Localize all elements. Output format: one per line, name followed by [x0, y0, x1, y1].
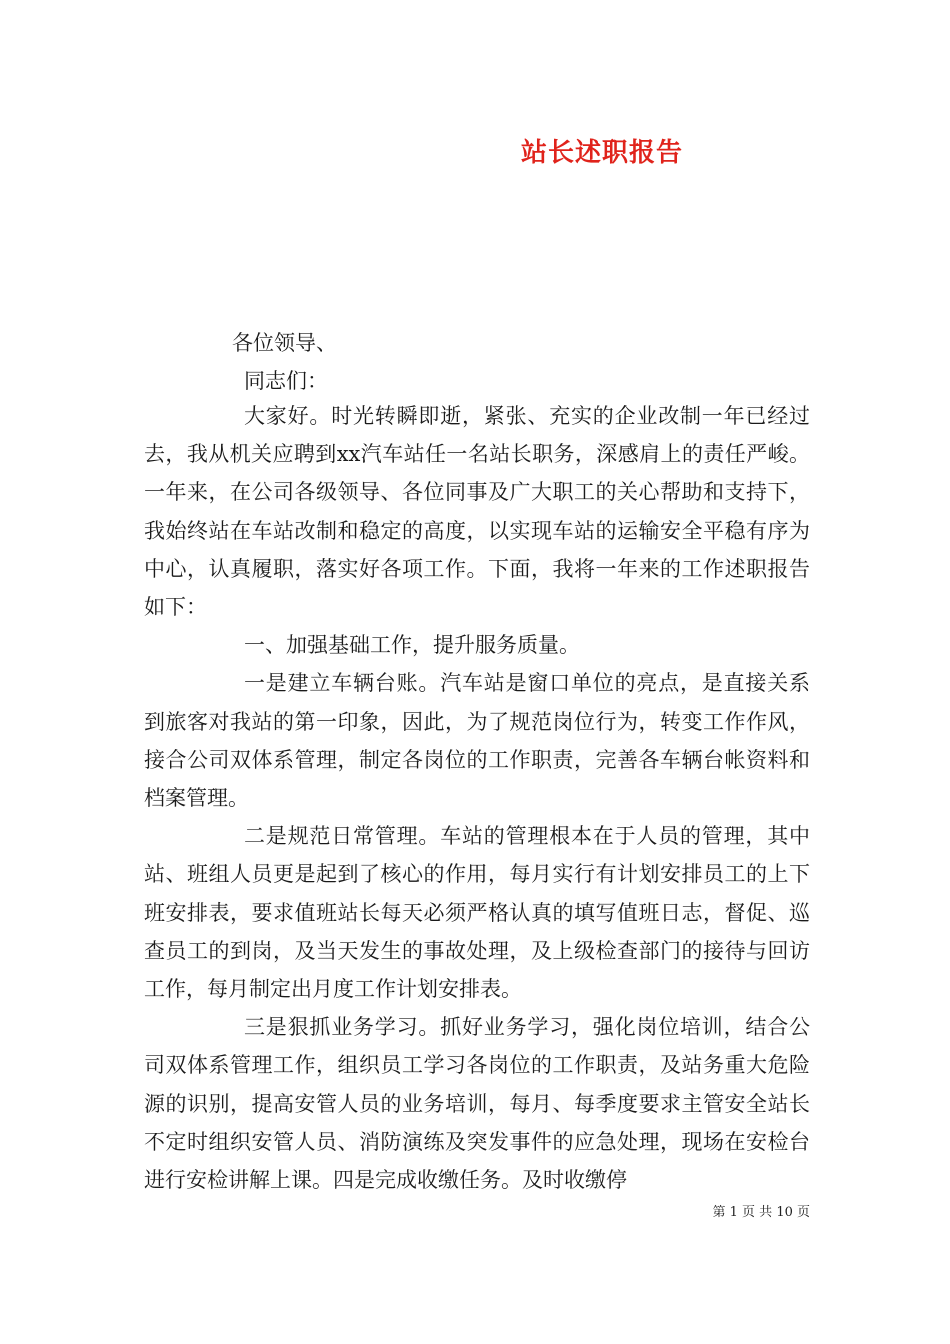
page-footer: 第 1 页 共 10 页: [712, 1205, 810, 1220]
paragraph-daily-management: 二是规范日常管理。车站的管理根本在于人员的管理，其中站、班组人员更是起到了核心的作用，每月实行有计划安排员工的上下班安排表，要求值班站长每天必须严格认真的填写值班日志，督促、巡查员工的到岗，及当天发生的事故处理，及上级检查部门的接待与回访工作，每月制定出月度工作计划安排表。: [144, 824, 810, 1002]
salutation-leaders: 各位领导、: [232, 331, 337, 355]
paragraph-vehicle-ledger: 一是建立车辆台账。汽车站是窗口单位的亮点，是直接关系到旅客对我站的第一印象，因此，为了规范岗位行为，转变工作作风，接合公司双体系管理，制定各岗位的工作职责，完善各车辆台帐资料和档案管理。: [144, 671, 810, 811]
paragraph-intro: 大家好。时光转瞬即逝，紧张、充实的企业改制一年已经过去，我从机关应聘到xx汽车站任一名站长职务，深感肩上的责任严峻。一年来，在公司各级领导、各位同事及广大职工的关心帮助和支持下，我始终站在车站改制和稳定的高度，以实现车站的运输安全平稳有序为中心，认真履职，落实好各项工作。下面，我将一年来的工作述职报告如下：: [144, 404, 810, 620]
section-heading-1: 一、加强基础工作，提升服务质量。: [244, 633, 580, 658]
salutation-comrades: 同志们：: [244, 369, 328, 393]
report-body: [144, 397, 810, 1199]
paragraph-business-study: 三是狠抓业务学习。抓好业务学习，强化岗位培训，结合公司双体系管理工作，组织员工学习各岗位的工作职责，及站务重大危险源的识别，提高安管人员的业务培训，每月、每季度要求主管安全站长不定时组织安管人员、消防演练及突发事件的应急处理，现场在安检台进行安检讲解上课。四是完成收缴任务。及时收缴停: [144, 1015, 810, 1193]
page-title: 站长述职报告: [520, 138, 683, 168]
title-area: [0, 0, 950, 200]
